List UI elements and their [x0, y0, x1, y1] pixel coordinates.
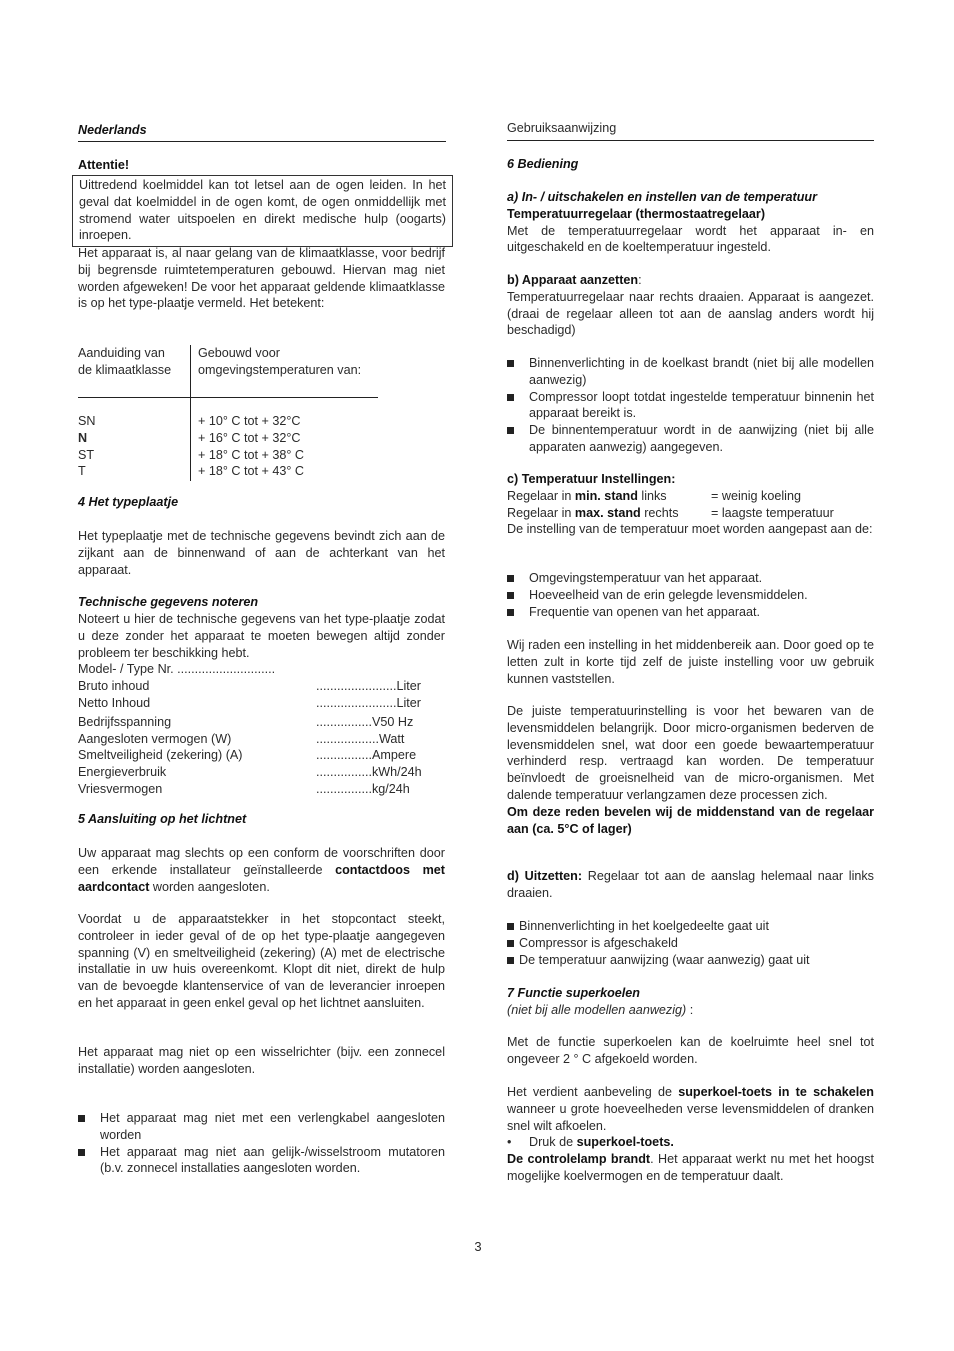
tech-row: Aangesloten vermogen (W) ..................Watt — [78, 731, 405, 746]
section-5-p3: Het apparaat mag niet op een wisselrichter (bijv. een zonnecel installatie) worden aangesloten. — [78, 1045, 445, 1076]
attention-box: Uittredend koelmiddel kan tot letsel aan de ogen leiden. In het geval dat koelmiddel in de ogen komt, de ogen onmiddellijk met stromend water uitspoelen en direkt medische hulp (oogarts) inroepen. — [72, 175, 453, 247]
table-row: N + 16° C tot + 32°C — [78, 430, 301, 445]
section-6c-p3: De juiste temperatuurinstelling is voor het bewaren van de levensmiddelen belangrijk. Door micro-organismen bederven de levensmiddelen snel, wat door een goede bewaartemperatuur verhinderd resp. vertraagd kan worden. De temperatuur beïnvloedt de groeisnelheid van de micro-organismen. Met dalende temperatuur verlangzamen deze processen zich. Om deze reden bevelen wij de middenstand van de regelaar aan (ca. 5°C of lager) — [507, 704, 874, 836]
section-4-title: 4 Het typeplaatje — [78, 495, 179, 509]
section-4-text: Het typeplaatje met de technische gegevens bevindt zich aan de zijkant aan de binnenwand of aan de achterkant van het apparaat. — [78, 529, 445, 577]
table-row: SN + 10° C tot + 32°C — [78, 414, 301, 428]
climate-col2-header: Gebouwd voor omgevingstemperaturen van: — [198, 346, 362, 377]
section-6b: b) Apparaat aanzetten: Temperatuurregelaar naar rechts draaien. Apparaat is aangezet. (draai de regelaar alleen tot aan de aanslag anders wordt hij beschadigd) — [507, 273, 874, 338]
list-item: Hoeveelheid van de erin gelegde levensmiddelen. — [507, 587, 874, 604]
climate-col1-header: Aanduiding van de klimaatklasse — [78, 346, 172, 377]
climate-intro: Het apparaat is, al naar gelang van de klimaatklasse, voor bedrijf bij begrensde ruimtetemperaturen gebouwd. Hiervan mag niet worden afgeweken! De voor het apparaat geldende klimaatklasse is op het type-plaatje vermeld. Het betekent: — [78, 246, 445, 311]
section-7: 7 Functie superkoelen (niet bij alle modellen aanwezig) : — [507, 986, 694, 1017]
section-6c-p2: Wij raden een instelling in het middenbereik aan. Door goed op te letten zult in korte tijd zelf de juiste instelling voor uw gebruik kunnen vaststellen. — [507, 638, 874, 686]
climate-table — [78, 345, 378, 485]
table-row: ST + 18° C tot + 38° C — [78, 447, 304, 462]
tech-row: Bedrijfsspanning ................V50 Hz — [78, 714, 414, 729]
tech-row: Vriesvermogen ................kg/24h — [78, 781, 410, 796]
section-6d-bullets — [507, 918, 874, 968]
section-6c: c) Temperatuur Instellingen: Regelaar in min. stand links = weinig koeling Regelaar in max. stand rechts = laagste temperatuur De instelling van de temperatuur moet worden aangepast aan de: — [507, 472, 873, 537]
step-item: • Druk de superkoel-toets. — [507, 1134, 874, 1151]
manual-heading: Gebruiksaanwijzing — [507, 121, 617, 135]
section-5-title: 5 Aansluiting op het lichtnet — [78, 812, 247, 826]
section-6c-bullets — [507, 570, 874, 620]
setting-row-min: Regelaar in min. stand links = weinig koeling — [507, 488, 801, 503]
section-6d: d) Uitzetten: Regelaar tot aan de aanslag helemaal naar links draaien. — [507, 869, 874, 900]
tech-block: Noteert u hier de technische gegevens van het type-plaatje zodat u deze zonder het apparaat te moeten bewegen altijd zonder probleem ter beschikking hebt. Model- / Type Nr. ............................ Bruto inhoud .......................Liter Netto Inhoud .......................Liter Bedrijfsspanning ................V50 Hz Aangesloten vermogen (W) ..................Watt Smeltveiligheid (zekering) (A) ................Ampere Energieverbruik ................kWh/24h Vriesvermogen ................kg/24h — [78, 612, 445, 796]
list-item: Compressor loopt totdat ingestelde temperatuur binnenin het apparaat bereikt is. — [507, 389, 874, 423]
attention-title: Attentie! — [78, 158, 130, 172]
language-heading: Nederlands — [78, 123, 147, 137]
model-field: Model- / Type Nr. ............................ — [78, 662, 276, 677]
section-5-p2: Voordat u de apparaatstekker in het stopcontact steekt, controleer in ieder geval of de op het type-plaatje aangegeven spanning (V) en smeltveiligheid (zekering) (A) met de electrische installatie in uw huis overeenkomt. Klopt dit niet, direkt de hulp van de bevoegde klantenservice of van de leverancier inroepen en het apparaat in geen enkel geval op het lichtnet aansluiten. — [78, 912, 445, 1010]
section-5-bullets — [78, 1110, 445, 1177]
list-item: Frequentie van openen van het apparaat. — [507, 604, 874, 621]
section-6-title: 6 Bediening — [507, 157, 579, 171]
tech-row: Energieverbruik ................kWh/24h — [78, 765, 422, 780]
list-item: Het apparaat mag niet met een verlengkabel aangesloten worden — [78, 1110, 445, 1144]
list-item: Binnenverlichting in het koelgedeelte gaat uit — [507, 918, 874, 935]
list-item: De temperatuur aanwijzing (waar aanwezig) gaat uit — [507, 952, 874, 969]
setting-row-max: Regelaar in max. stand rechts = laagste temperatuur — [507, 505, 834, 520]
header-rule-left — [78, 141, 446, 142]
tech-row: Smeltveiligheid (zekering) (A) ................Ampere — [78, 748, 417, 763]
section-6a: a) In- / uitschakelen en instellen van de temperatuur Temperatuurregelaar (thermostaatregelaar) Met de temperatuurregelaar wordt het apparaat in- en uitgeschakeld en de koeltemperatuur ingesteld. — [507, 190, 874, 255]
list-item: Omgevingstemperatuur van het apparaat. — [507, 570, 874, 587]
tech-row: Bruto inhoud .......................Liter — [78, 679, 421, 694]
list-item: De binnentemperatuur wordt in de aanwijzing (niet bij alle apparaten aanwezig) aangegeven. — [507, 422, 874, 456]
header-rule-right — [507, 140, 874, 141]
section-7-p2: Het verdient aanbeveling de superkoel-toets in te schakelen wanneer u grote hoeveelheden verse levensmiddelen of dranken snel wilt afkoelen. • Druk de superkoel-toets. De controlelamp brandt. Het apparaat werkt nu met het hoogst mogelijke koelvermogen en de temperatuur daalt. — [507, 1084, 874, 1185]
list-item: Binnenverlichting in de koelkast brandt (niet bij alle modellen aanwezig) — [507, 355, 874, 389]
table-rule — [78, 397, 378, 398]
section-7-p1: Met de functie superkoelen kan de koelruimte heel snel tot ongeveer 2 ° C afgekoeld worden. — [507, 1035, 874, 1066]
tech-row: Netto Inhoud .......................Liter — [78, 695, 421, 710]
climate-rows — [78, 413, 304, 480]
tech-title: Technische gegevens noteren — [78, 595, 259, 609]
list-item: Het apparaat mag niet aan gelijk-/wisselstroom mutatoren (b.v. zonnecel installaties aangesloten worden. — [78, 1144, 445, 1178]
section-6b-bullets — [507, 355, 874, 456]
page-number: 3 — [474, 1239, 482, 1254]
table-row: T + 18° C tot + 43° C — [78, 464, 304, 479]
list-item: Compressor is afgeschakeld — [507, 935, 874, 952]
section-5-p1: Uw apparaat mag slechts op een conform de voorschriften door een erkende installateur geïnstalleerde contactdoos met aardcontact worden aangesloten. — [78, 846, 445, 894]
